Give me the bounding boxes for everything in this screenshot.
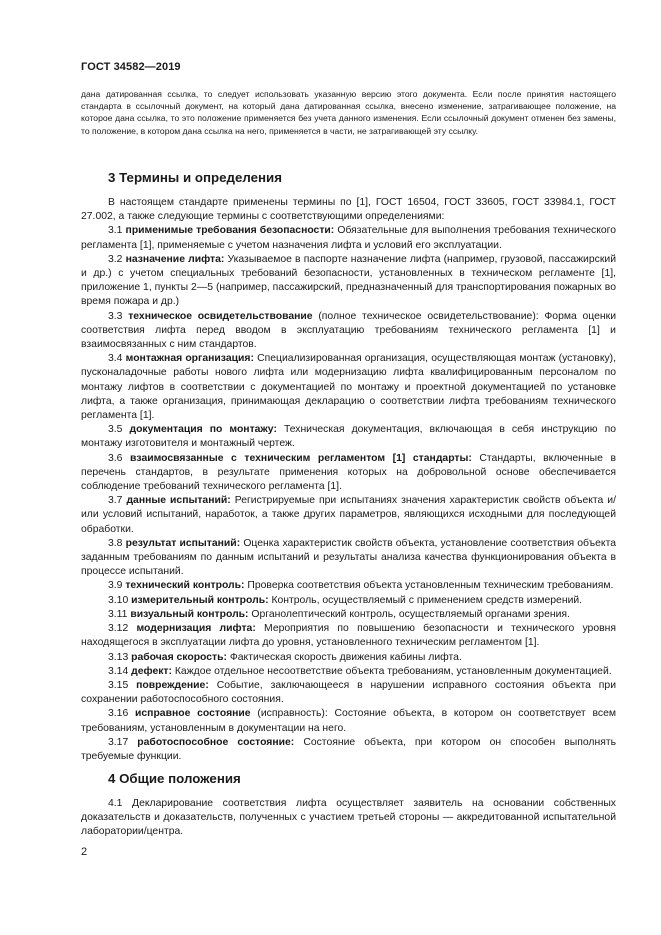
term-definition: Событие, заключающееся в нарушении исправного состояния объекта при сохранении работоспособного состояния. (81, 679, 617, 706)
term-definition: Обязательные для выполнения требования технического регламента [1], применяемые с учетом назначения лифта и условий его эксплуатации. (81, 225, 617, 251)
term-entry (81, 594, 616, 608)
section-3-intro: В настоящем стандарте применены термины по [1], ГОСТ 16504, ГОСТ 33605, ГОСТ 33984.1, ГОСТ 27.002, а также следующие термины с соответствующими определениями: (81, 197, 616, 223)
term-name: визуальный контроль: (130, 608, 249, 620)
term-number: 3.8 (108, 537, 123, 549)
term-definition: Проверка соответствия объекта установленным техническим требованиям. (247, 580, 614, 592)
term-name: технический контроль: (125, 580, 245, 592)
term-name: повреждение: (136, 679, 209, 691)
term-number: 3.2 (108, 253, 123, 265)
term-entry (81, 494, 616, 537)
term-definition: Контроль, осуществляемый с применением средств измерений. (271, 594, 583, 606)
term-definition: Фактическая скорость движения кабины лифта. (229, 651, 462, 663)
term-number: 3.5 (108, 424, 123, 436)
term-definition: (исправность): Состояние объекта, в котором он соответствует всем требованиям, установленным в документации на него. (81, 708, 616, 734)
term-entry (81, 665, 616, 679)
term-entry (81, 579, 616, 593)
term-number: 3.3 (108, 310, 123, 322)
term-definition: (полное техническое освидетельствование): Форма оценки соответствия лифта перед вводом в эксплуатацию требованиям технического регламента [1] и взаимосвязанных с ним стандартов. (81, 310, 617, 351)
term-entry (81, 352, 616, 423)
term-entry (81, 608, 616, 622)
term-entry (81, 707, 616, 735)
term-name: техническое освидетельствование (128, 310, 313, 322)
term-number: 3.9 (108, 580, 123, 592)
term-number: 3.17 (108, 736, 129, 748)
page-number: 2 (81, 846, 88, 858)
term-number: 3.11 (108, 608, 128, 620)
term-number: 3.12 (108, 623, 129, 635)
term-definition: Регистрируемые при испытаниях значения характеристик свойств объекта и/или условий испытаний, наработок, а также других параметров, являющихся исходными для последующей обработки. (81, 495, 616, 535)
term-name: взаимосвязанные с техническим регламентом [1] стандарты: (130, 452, 472, 464)
term-number: 3.13 (108, 651, 129, 663)
term-name: данные испытаний: (126, 495, 231, 507)
term-name: работоспособное состояние: (137, 736, 295, 748)
terms-list (81, 224, 616, 764)
term-definition: Состояние объекта, при котором он способен выполнять требуемые функции. (81, 736, 617, 762)
section-4-title: 4 Общие положения (108, 771, 241, 786)
term-entry (81, 310, 616, 353)
term-definition: Мероприятия по повышению безопасности и технического уровня находящегося в эксплуатации лифта до уровня, установленного техническим регламентом [1]. (81, 623, 616, 649)
term-entry (81, 679, 616, 707)
term-number: 3.1 (108, 225, 123, 237)
term-name: назначение лифта: (125, 253, 225, 265)
term-definition: Стандарты, включенные в перечень стандартов, в результате применения которых на добровольной основе обеспечивается соблюдение требований технического регламента [1]. (81, 452, 616, 493)
intro-paragraph: дана датированная ссылка, то следует использовать указанную версию этого документа. Если после принятия настоящего стандарта в ссылочный документ, на который дана датированная ссылка, внесено изменение, затрагивающее положение, на которое дана ссылка, то это положение применяется без учета данного изменения. Если ссылочный документ отменен без замены, то положение, в котором дана ссылка на него, применяется в части, не затрагивающей эту ссылку. (81, 89, 616, 136)
document-header: ГОСТ 34582—2019 (81, 61, 181, 73)
term-entry (81, 736, 616, 764)
term-number: 3.15 (108, 679, 129, 691)
term-name: модернизация лифта: (136, 623, 256, 635)
term-name: рабочая скорость: (131, 651, 227, 663)
term-name: исправное состояние (135, 708, 251, 720)
term-entry (81, 537, 616, 580)
term-entry (81, 423, 616, 451)
term-definition: Каждое отдельное несоответствие объекта требованиям, установленным документацией. (174, 665, 612, 677)
term-name: дефект: (131, 665, 172, 677)
term-entry (81, 651, 616, 665)
term-definition: Оценка характеристик свойств объекта, установление соответствия объекта заданным требованиям по данным испытаний и результаты анализа качества функционирования объекта в процессе испытаний. (81, 537, 617, 578)
term-definition: Техническая документация, включающая в себя инструкцию по монтажу изготовителя и монтажный чертеж. (81, 424, 616, 450)
section-3-body (81, 196, 616, 764)
term-name: монтажная организация: (125, 353, 254, 365)
term-name: измерительный контроль: (131, 594, 269, 606)
term-number: 3.10 (108, 594, 129, 606)
term-name: документация по монтажу: (129, 424, 277, 436)
term-definition: Органолептический контроль, осуществляемый органами зрения. (251, 608, 570, 620)
term-number: 3.16 (108, 708, 129, 720)
term-number: 3.6 (108, 452, 123, 464)
section-3-title: 3 Термины и определения (108, 170, 282, 185)
term-definition: Указываемое в паспорте назначение лифта (например, грузовой, пассажирский и др.) с учетом специальных требований безопасности, установленных в техническом регламенте [1], приложение 1, пункты 2—5 (например, пассажирский, предназначенный для транспортирования пожарных во время пожара и др.) (81, 253, 616, 308)
section-4-body (81, 797, 616, 840)
term-number: 3.14 (108, 665, 129, 677)
term-entry (81, 224, 616, 252)
term-number: 3.4 (108, 353, 123, 365)
term-entry (81, 622, 616, 650)
term-name: результат испытаний: (125, 537, 241, 549)
section-4-paragraph: 4.1 Декларирование соответствия лифта осуществляет заявитель на основании собственных доказательств и доказательств, полученных с участием третьей стороны — аккредитованной испытательной лаборатории/центра. (81, 798, 616, 838)
term-number: 3.7 (108, 495, 123, 507)
term-entry (81, 452, 616, 495)
term-entry (81, 253, 616, 310)
term-name: применимые требования безопасности: (125, 225, 335, 237)
term-definition: Специализированная организация, осуществляющая монтаж (установку), пусконаладочные работы нового лифта или модернизацию лифта квалифицированным персоналом по монтажу лифтов в соответствии с документацией по монтажу и проектной документацией по установке лифта, а также организация, принимающая декларацию о соответствии лифта требованиям технического регламента [1]. (81, 353, 617, 422)
